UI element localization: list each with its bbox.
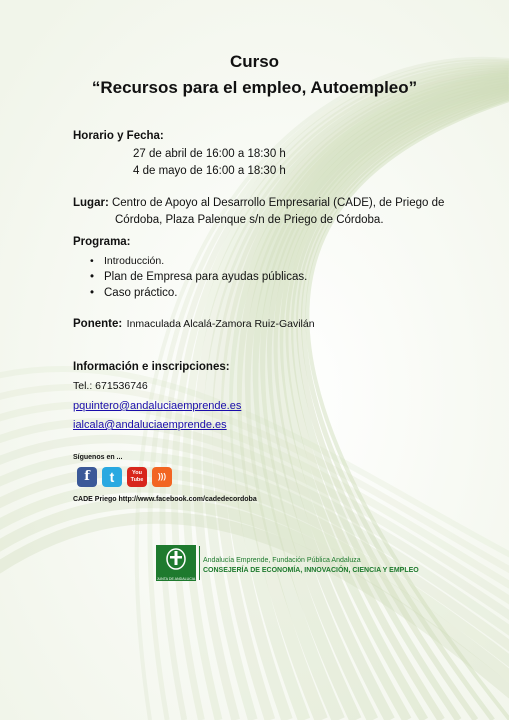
place-address-1: Centro de Apoyo al Desarrollo Empresarial (CADE), de Priego de (111, 197, 445, 209)
place-line-1 (73, 197, 444, 209)
facebook-icon[interactable]: f (77, 467, 97, 487)
place-label: Lugar: (73, 197, 109, 209)
program-label: Programa: (73, 236, 131, 248)
course-title: Curso (229, 52, 280, 71)
place-address-2: Córdoba, Plaza Palenque s/n de Priego de Córdoba. (115, 214, 384, 226)
speaker-line (73, 314, 315, 332)
contact-label: Información e inscripciones: (73, 361, 230, 373)
follow-label: Síguenos en ... (73, 454, 123, 461)
speaker-label: Ponente: (73, 318, 123, 330)
program-item: • Introducción. (88, 253, 307, 269)
twitter-icon[interactable]: t (102, 467, 122, 487)
seal-icon (156, 545, 196, 571)
program-list (88, 253, 307, 301)
contact-phone: Tel.: 671536746 (73, 380, 148, 392)
schedule-date-1: 27 de abril de 16:00 a 18:30 h (133, 148, 286, 160)
speaker-name: Inmaculada Alcalá-Zamora Ruiz-Gavilán (126, 318, 315, 330)
junta-andalucia-logo (156, 545, 196, 581)
schedule-label: Horario y Fecha: (73, 130, 164, 142)
course-name: “Recursos para el empleo, Autoempleo” (91, 78, 418, 97)
facebook-page-line: CADE Priego http://www.facebook.com/cadedecordoba (73, 496, 257, 503)
org-name: Andalucía Emprende, Fundación Pública Andaluza (203, 557, 361, 564)
youtube-icon[interactable]: You Tube (127, 467, 147, 487)
seal-text: JUNTA DE ANDALUCIA (156, 577, 196, 581)
program-item: • Plan de Empresa para ayudas públicas. (88, 269, 307, 285)
logo-divider (199, 546, 200, 580)
program-item: • Caso práctico. (88, 285, 307, 301)
org-department: CONSEJERÍA DE ECONOMÍA, INNOVACIÓN, CIENCIA Y EMPLEO (203, 567, 419, 574)
rss-icon[interactable]: ))) (152, 467, 172, 487)
schedule-date-2: 4 de mayo de 16:00 a 18:30 h (133, 165, 286, 177)
contact-email-2[interactable]: ialcala@andaluciaemprende.es (73, 419, 227, 431)
contact-email-1[interactable]: pquintero@andaluciaemprende.es (73, 400, 242, 412)
